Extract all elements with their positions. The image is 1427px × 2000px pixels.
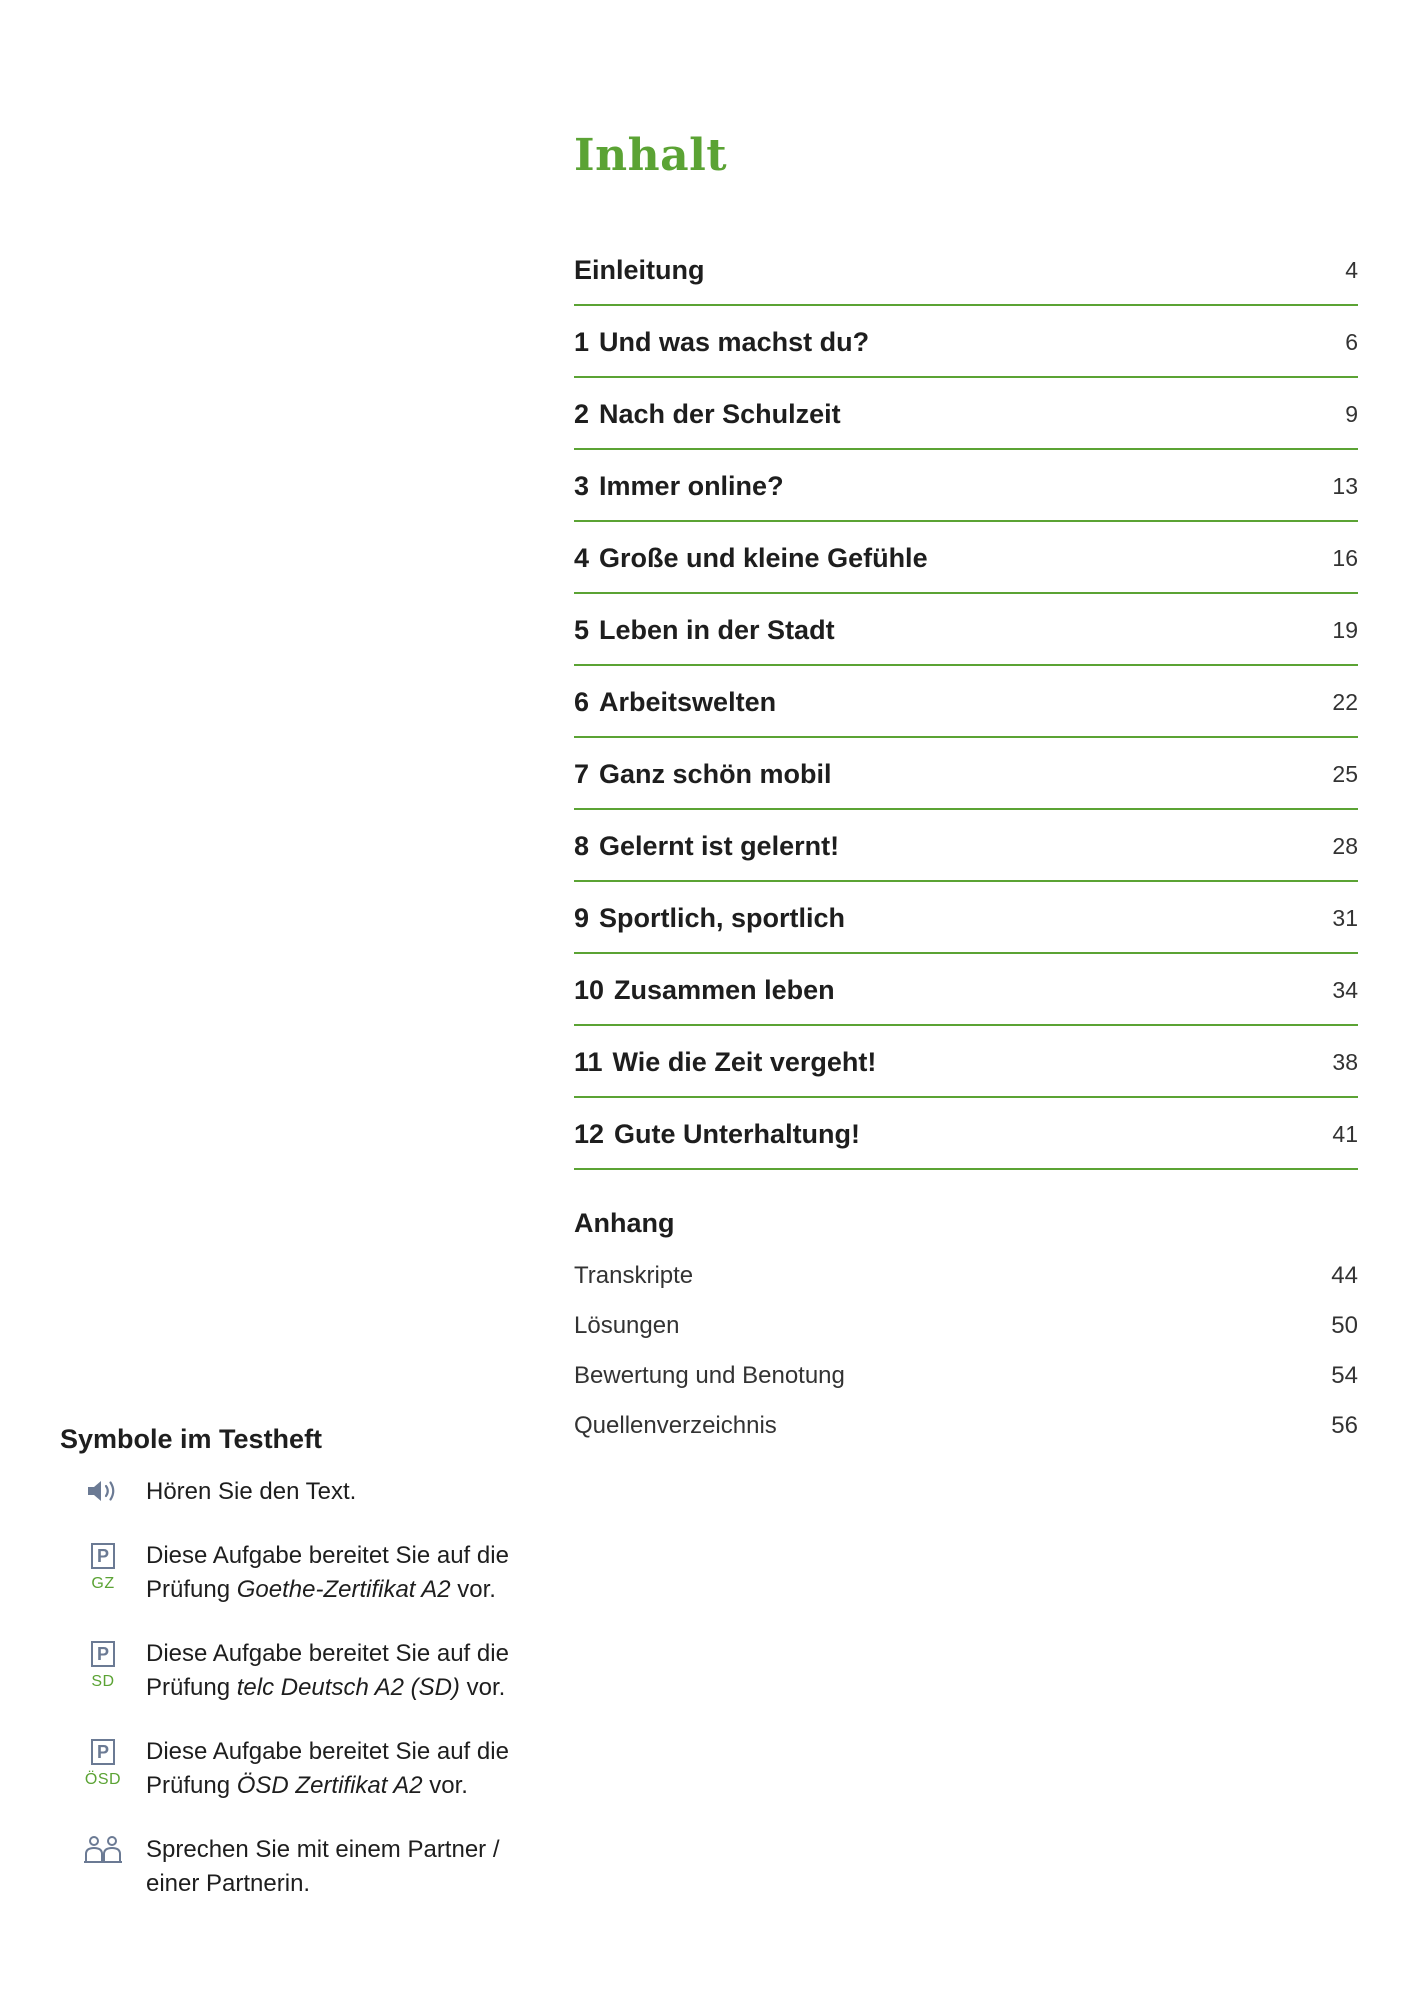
text-suffix: vor. [459,1674,506,1701]
toc-entry-label: Gute Unterhaltung! [614,1118,861,1149]
toc-entry-number: 2 [574,398,590,429]
symbol-marker [60,1539,146,1593]
exam-code-label: GZ [91,1575,115,1592]
symbol-text-line-2 [146,1769,509,1803]
p-box-icon: P [91,1739,115,1765]
symbol-description [146,1735,509,1803]
toc-entry-label: Sportlich, sportlich [599,902,846,933]
text-prefix: Prüfung [146,1576,237,1603]
appendix-entry-page: 50 [1331,1312,1358,1339]
symbol-marker [60,1475,146,1505]
symbol-text-line-2: einer Partnerin. [146,1870,311,1897]
symbol-text-line: Sprechen Sie mit einem Partner / [146,1836,500,1863]
toc-entry-title [574,1047,876,1078]
toc-entry-title: Einleitung [574,254,705,285]
p-box-icon: P [91,1641,115,1667]
toc-entry-title [574,687,776,718]
symbols-legend [60,1424,530,1931]
toc-entry-number: 7 [574,758,590,789]
symbol-text-line-2 [146,1671,509,1705]
partners-icon [83,1835,123,1865]
symbol-text-line: Diese Aufgabe bereitet Sie auf die [146,1542,509,1569]
appendix-entry-page: 56 [1331,1412,1358,1439]
page-title: Inhalt [574,130,728,181]
appendix-entry-title: Quellenverzeichnis [574,1412,777,1439]
toc-entry-page: 41 [1332,1120,1358,1147]
toc-entry-number: 12 [574,1118,605,1149]
symbol-description [146,1637,509,1705]
toc-entry-chapter-6[interactable] [574,668,1358,738]
toc-entry-number: 6 [574,686,590,717]
toc-entry-chapter-5[interactable] [574,596,1358,666]
appendix-entry-title: Lösungen [574,1312,680,1339]
toc-entry-chapter-9[interactable] [574,884,1358,954]
symbol-text-line: Diese Aufgabe bereitet Sie auf die [146,1738,509,1765]
toc-entry-page: 4 [1345,256,1358,283]
toc-entry-chapter-12[interactable] [574,1100,1358,1170]
toc-entry-title [574,975,835,1006]
symbol-text-line: Diese Aufgabe bereitet Sie auf die [146,1640,509,1667]
toc-entry-page: 16 [1332,544,1358,571]
text-suffix: vor. [450,1576,496,1603]
toc-entry-chapter-8[interactable] [574,812,1358,882]
toc-entry-number: 4 [574,542,590,573]
appendix-entry-title: Bewertung und Benotung [574,1362,845,1389]
toc-entry-label: Nach der Schulzeit [599,398,841,429]
exam-name: Goethe-Zertifikat A2 [236,1576,451,1603]
toc-entry-label: Und was machst du? [599,326,870,357]
toc-entry-chapter-7[interactable] [574,740,1358,810]
text-prefix: Prüfung [146,1772,237,1799]
toc-entry-page: 38 [1332,1048,1358,1075]
toc-entry-label: Wie die Zeit vergeht! [612,1046,877,1077]
symbol-row-telc [60,1637,530,1705]
appendix-entry-page: 54 [1331,1362,1358,1389]
toc-entry-page: 13 [1332,472,1358,499]
toc-entry-number: 9 [574,902,590,933]
appendix-entry-loesungen[interactable] [574,1301,1358,1351]
toc-entry-chapter-3[interactable] [574,452,1358,522]
exam-code-label: SD [91,1673,115,1690]
toc-entry-label: Arbeitswelten [599,686,777,717]
toc-entry-label: Zusammen leben [614,974,835,1005]
speaker-icon [86,1477,120,1505]
toc-entry-title [574,759,832,790]
symbol-description [146,1475,356,1509]
toc-entry-page: 22 [1332,688,1358,715]
symbol-marker [60,1833,146,1865]
exam-code-label: ÖSD [84,1771,122,1788]
toc-entry-label: Leben in der Stadt [599,614,835,645]
appendix-heading: Anhang [574,1208,675,1238]
toc-entry-page: 19 [1332,616,1358,643]
appendix-entry-page: 44 [1331,1262,1358,1289]
appendix-entry-bewertung[interactable] [574,1351,1358,1401]
toc-entry-page: 25 [1332,760,1358,787]
toc-entry-chapter-4[interactable] [574,524,1358,594]
toc-entry-title [574,903,845,934]
table-of-contents [574,236,1358,1172]
appendix-entry-transkripte[interactable] [574,1251,1358,1301]
p-box-icon: P [91,1543,115,1569]
symbol-marker [60,1735,146,1789]
toc-entry-title [574,831,839,862]
toc-entry-title [574,471,784,502]
toc-entry-chapter-2[interactable] [574,380,1358,450]
toc-entry-page: 31 [1332,904,1358,931]
toc-entry-chapter-1[interactable] [574,308,1358,378]
toc-entry-einleitung[interactable] [574,236,1358,306]
toc-entry-chapter-10[interactable] [574,956,1358,1026]
text-suffix: vor. [422,1772,468,1799]
symbol-row-listening [60,1475,530,1509]
exam-name: telc Deutsch A2 (SD) [236,1674,460,1701]
toc-entry-page: 6 [1345,328,1358,355]
exam-name: ÖSD Zertifikat A2 [236,1772,423,1799]
toc-entry-page: 9 [1345,400,1358,427]
toc-entry-title [574,543,928,574]
symbol-row-oesd [60,1735,530,1803]
symbols-heading: Symbole im Testheft [60,1424,323,1454]
symbol-marker [60,1637,146,1691]
toc-entry-number: 5 [574,614,590,645]
appendix-entry-title: Transkripte [574,1262,694,1289]
toc-entry-number: 11 [574,1046,603,1077]
toc-entry-label: Gelernt ist gelernt! [599,830,840,861]
appendix-section [574,1208,1358,1451]
toc-entry-title [574,399,841,430]
symbol-description [146,1833,500,1901]
toc-entry-page: 34 [1332,976,1358,1003]
toc-entry-number: 1 [574,326,590,357]
symbol-description [146,1539,509,1607]
appendix-entry-quellenverzeichnis[interactable] [574,1401,1358,1451]
toc-entry-label: Immer online? [599,470,784,501]
toc-entry-page: 28 [1332,832,1358,859]
toc-entry-title [574,327,869,358]
toc-entry-chapter-11[interactable] [574,1028,1358,1098]
toc-entry-title [574,615,835,646]
toc-entry-number: 3 [574,470,590,501]
toc-entry-title [574,1119,860,1150]
symbol-row-partner [60,1833,530,1901]
text-prefix: Prüfung [146,1674,237,1701]
symbol-text-line: Hören Sie den Text. [146,1478,357,1505]
toc-entry-number: 10 [574,974,605,1005]
symbol-text-line-2 [146,1573,509,1607]
toc-entry-number: 8 [574,830,590,861]
toc-entry-label: Große und kleine Gefühle [599,542,928,573]
toc-entry-label: Ganz schön mobil [599,758,832,789]
symbol-row-goethe [60,1539,530,1607]
